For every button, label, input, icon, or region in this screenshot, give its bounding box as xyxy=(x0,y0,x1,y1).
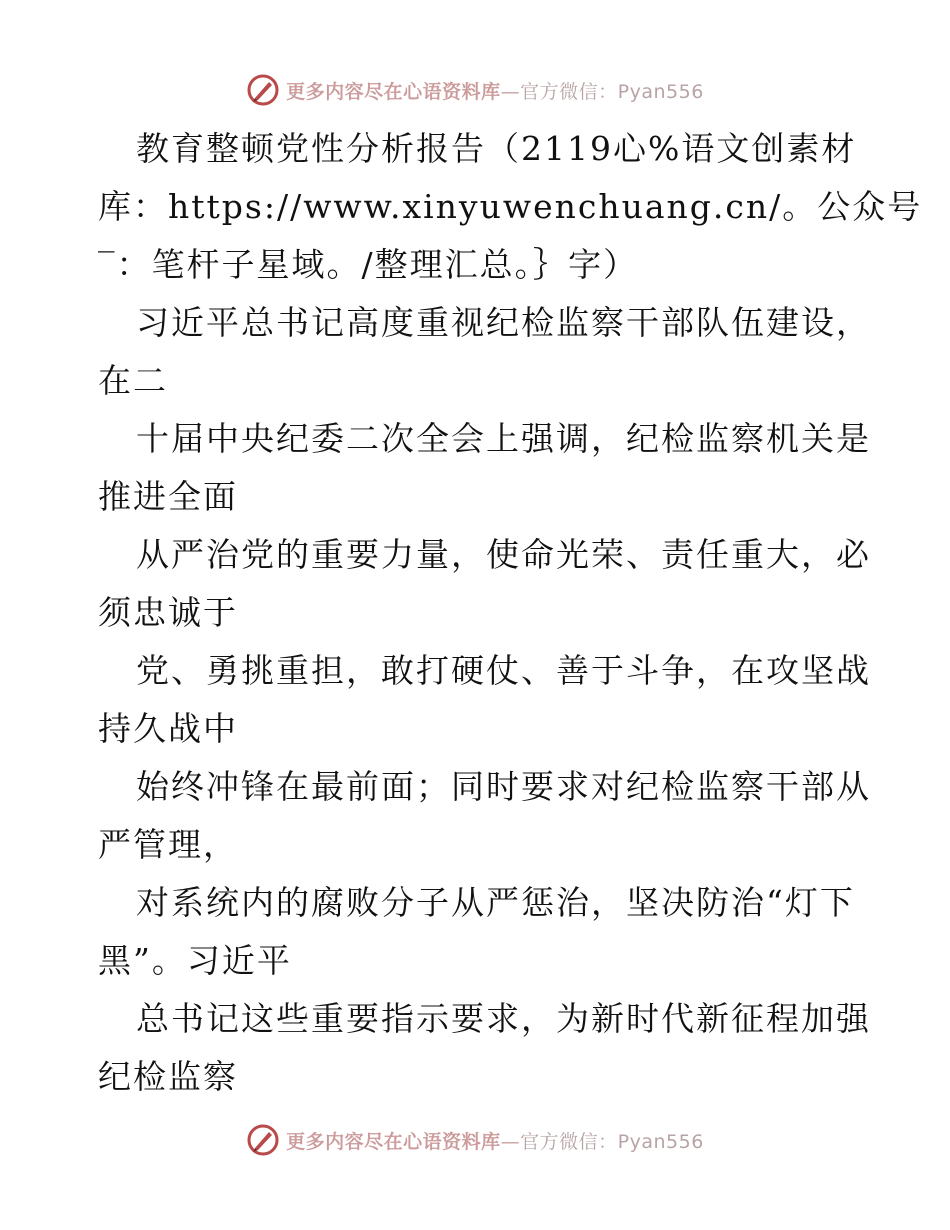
text-line: 教育整顿党性分析报告（2119心%语文创素材 xyxy=(136,129,857,168)
quill-logo-icon xyxy=(246,1123,280,1157)
text-line: 十届中央纪委二次全会上强调，纪检监察机关是 xyxy=(136,419,871,458)
text-line: 习近平总书记高度重视纪检监察干部队伍建设， xyxy=(136,303,871,342)
text-line: 推进全面 xyxy=(98,477,238,516)
header-banner-wechat: 官方微信：Pyan556 xyxy=(520,80,704,103)
text-line: 在二 xyxy=(98,361,168,400)
header-banner-separator: — xyxy=(500,80,521,103)
text-line: 党、勇挑重担，敢打硬仗、善于斗争，在攻坚战 xyxy=(136,651,871,690)
text-line: 纪检监察 xyxy=(98,1057,238,1096)
text-line: 须忠诚于 xyxy=(98,593,238,632)
footer-banner-main: 更多内容尽在心语资料库 xyxy=(286,1130,501,1153)
text-line: 黑”。习近平 xyxy=(98,941,292,980)
text-line: 严管理， xyxy=(98,825,238,864)
text-line: 总书记这些重要指示要求，为新时代新征程加强 xyxy=(136,999,871,1038)
footer-banner xyxy=(0,1120,950,1160)
text-line: 库：https://www.xinyuwenchuang.cn/。公众号 xyxy=(98,187,923,226)
header-banner-text xyxy=(286,77,704,104)
header-banner-main: 更多内容尽在心语资料库 xyxy=(286,80,501,103)
text-line: 对系统内的腐败分子从严惩治，坚决防治“灯下 xyxy=(136,883,855,922)
header-banner xyxy=(0,70,950,110)
text-line: 从严治党的重要力量，使命光荣、责任重大，必 xyxy=(136,535,871,574)
document-body xyxy=(98,120,923,1106)
text-line: ‾：笔杆子星域。/整理汇总。｝字） xyxy=(98,245,639,284)
text-line: 始终冲锋在最前面；同时要求对纪检监察干部从 xyxy=(136,767,871,806)
footer-banner-wechat: 官方微信：Pyan556 xyxy=(520,1130,704,1153)
footer-banner-text xyxy=(286,1127,704,1154)
text-line: 持久战中 xyxy=(98,709,238,748)
footer-banner-separator: — xyxy=(500,1130,521,1153)
quill-logo-icon xyxy=(246,73,280,107)
